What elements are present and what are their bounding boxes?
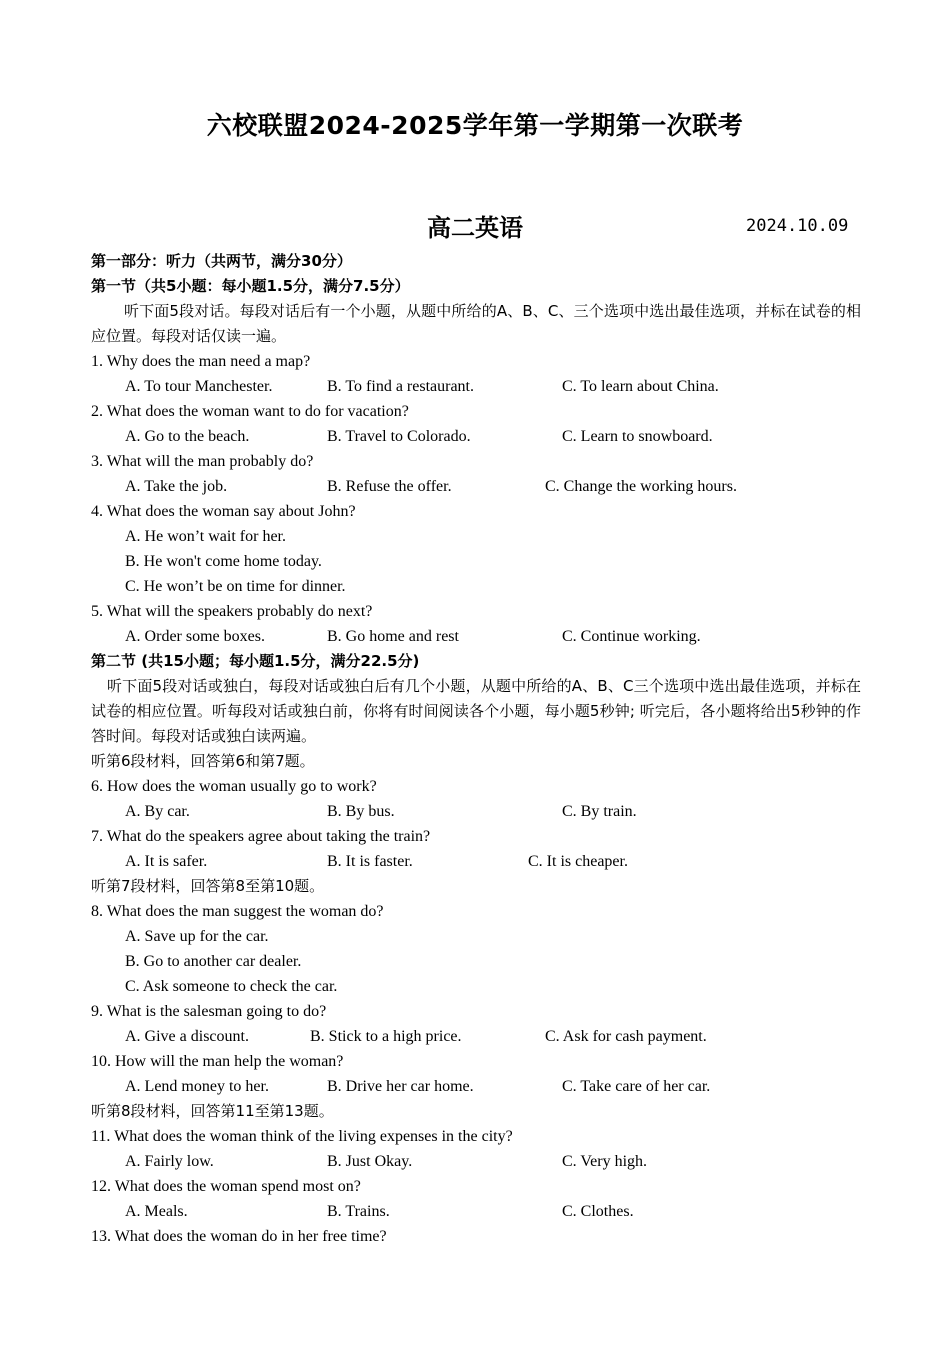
part1-heading: 第一部分：听力（共两节，满分30分） bbox=[91, 252, 352, 270]
option-c: C. It is cheaper. bbox=[528, 853, 628, 870]
question-stem: 5. What will the speakers probably do next? bbox=[91, 603, 373, 620]
option-c: C. Clothes. bbox=[562, 1203, 634, 1220]
option-c: C. Take care of her car. bbox=[562, 1078, 711, 1095]
subject-title: 高二英语 bbox=[427, 214, 523, 242]
option-b: B. To find a restaurant. bbox=[327, 378, 474, 395]
option-a: A. By car. bbox=[125, 803, 190, 820]
option-a: A. It is safer. bbox=[125, 853, 208, 870]
question-stem: 12. What does the woman spend most on? bbox=[91, 1178, 361, 1195]
option-row-c bbox=[91, 974, 861, 999]
question-stem: 3. What will the man probably do? bbox=[91, 453, 314, 470]
question-stem: 11. What does the woman think of the living expenses in the city? bbox=[91, 1128, 513, 1145]
option-b: B. Go to another car dealer. bbox=[125, 953, 302, 970]
section1-heading: 第一节（共5小题：每小题1.5分，满分7.5分） bbox=[91, 277, 410, 295]
question-stem: 7. What do the speakers agree about taking the train? bbox=[91, 828, 431, 845]
option-c: C. To learn about China. bbox=[562, 378, 719, 395]
option-b: B. It is faster. bbox=[327, 853, 413, 870]
option-a: A. To tour Manchester. bbox=[125, 378, 273, 395]
option-a: A. Save up for the car. bbox=[125, 928, 269, 945]
option-a: A. Order some boxes. bbox=[125, 628, 265, 645]
exam-date: 2024.10.09 bbox=[746, 216, 849, 236]
option-b: B. Travel to Colorado. bbox=[327, 428, 471, 445]
options-row bbox=[91, 624, 861, 649]
option-b: B. He won't come home today. bbox=[125, 553, 322, 570]
option-b: B. Refuse the offer. bbox=[327, 478, 452, 495]
option-a: A. Take the job. bbox=[125, 478, 228, 495]
option-b: B. Drive her car home. bbox=[327, 1078, 474, 1095]
question-stem: 13. What does the woman do in her free time? bbox=[91, 1228, 387, 1245]
material-note: 听第7段材料，回答第8至第10题。 bbox=[91, 877, 325, 895]
option-b: B. Trains. bbox=[327, 1203, 390, 1220]
question-stem: 1. Why does the man need a map? bbox=[91, 353, 311, 370]
options-row bbox=[91, 424, 861, 449]
section2-heading: 第二节 (共15小题；每小题1.5分，满分22.5分) bbox=[91, 652, 420, 670]
question-stem: 8. What does the man suggest the woman do? bbox=[91, 903, 384, 920]
option-row-a bbox=[91, 524, 861, 549]
options-row bbox=[91, 1199, 861, 1224]
option-b: B. Just Okay. bbox=[327, 1153, 413, 1170]
options-row bbox=[91, 849, 861, 874]
question-stem: 6. How does the woman usually go to work? bbox=[91, 778, 377, 795]
section1-instructions: 听下面5段对话。每段对话后有一个小题，从题中所给的A、B、C、三个选项中选出最佳选项，并标在试卷的相应位置。每段对话仅读一遍。 bbox=[91, 302, 861, 345]
section2-instructions: 听下面5段对话或独白，每段对话或独白后有几个小题，从题中所给的A、B、C三个选项中选出最佳选项，并标在试卷的相应位置。听每段对话或独白前，你将有时间阅读各个小题，每小题5秒钟; 听完后，各小题将给出5秒钟的作答时间。每段对话或独白读两遍。 bbox=[91, 677, 861, 745]
option-c: C. Very high. bbox=[562, 1153, 648, 1170]
question-stem: 4. What does the woman say about John? bbox=[91, 503, 356, 520]
option-c: C. Ask for cash payment. bbox=[545, 1028, 707, 1045]
option-a: A. Lend money to her. bbox=[125, 1078, 269, 1095]
option-row-b bbox=[91, 549, 861, 574]
option-c: C. By train. bbox=[562, 803, 637, 820]
material-note: 听第8段材料，回答第11至第13题。 bbox=[91, 1102, 334, 1120]
option-a: A. Give a discount. bbox=[125, 1028, 249, 1045]
option-b: B. Stick to a high price. bbox=[310, 1028, 462, 1045]
option-a: A. Meals. bbox=[125, 1203, 188, 1220]
options-row bbox=[91, 1074, 861, 1099]
option-a: A. Fairly low. bbox=[125, 1153, 214, 1170]
option-b: B. Go home and rest bbox=[327, 628, 459, 645]
option-c: C. Ask someone to check the car. bbox=[125, 978, 338, 995]
option-a: A. Go to the beach. bbox=[125, 428, 250, 445]
exam-content bbox=[91, 249, 861, 1249]
question-stem: 10. How will the man help the woman? bbox=[91, 1053, 344, 1070]
option-row-a bbox=[91, 924, 861, 949]
options-row bbox=[91, 1149, 861, 1174]
option-row-b bbox=[91, 949, 861, 974]
options-row bbox=[91, 474, 861, 499]
option-c: C. Continue working. bbox=[562, 628, 701, 645]
option-b: B. By bus. bbox=[327, 803, 395, 820]
option-c: C. Learn to snowboard. bbox=[562, 428, 713, 445]
exam-title: 六校联盟2024-2025学年第一学期第一次联考 bbox=[206, 111, 744, 140]
option-c: C. He won’t be on time for dinner. bbox=[125, 578, 346, 595]
question-stem: 2. What does the woman want to do for vacation? bbox=[91, 403, 409, 420]
option-c: C. Change the working hours. bbox=[545, 478, 737, 495]
material-note: 听第6段材料，回答第6和第7题。 bbox=[91, 752, 315, 770]
option-row-c bbox=[91, 574, 861, 599]
question-stem: 9. What is the salesman going to do? bbox=[91, 1003, 327, 1020]
options-row bbox=[91, 799, 861, 824]
option-a: A. He won’t wait for her. bbox=[125, 528, 286, 545]
options-row bbox=[91, 374, 861, 399]
options-row bbox=[91, 1024, 861, 1049]
